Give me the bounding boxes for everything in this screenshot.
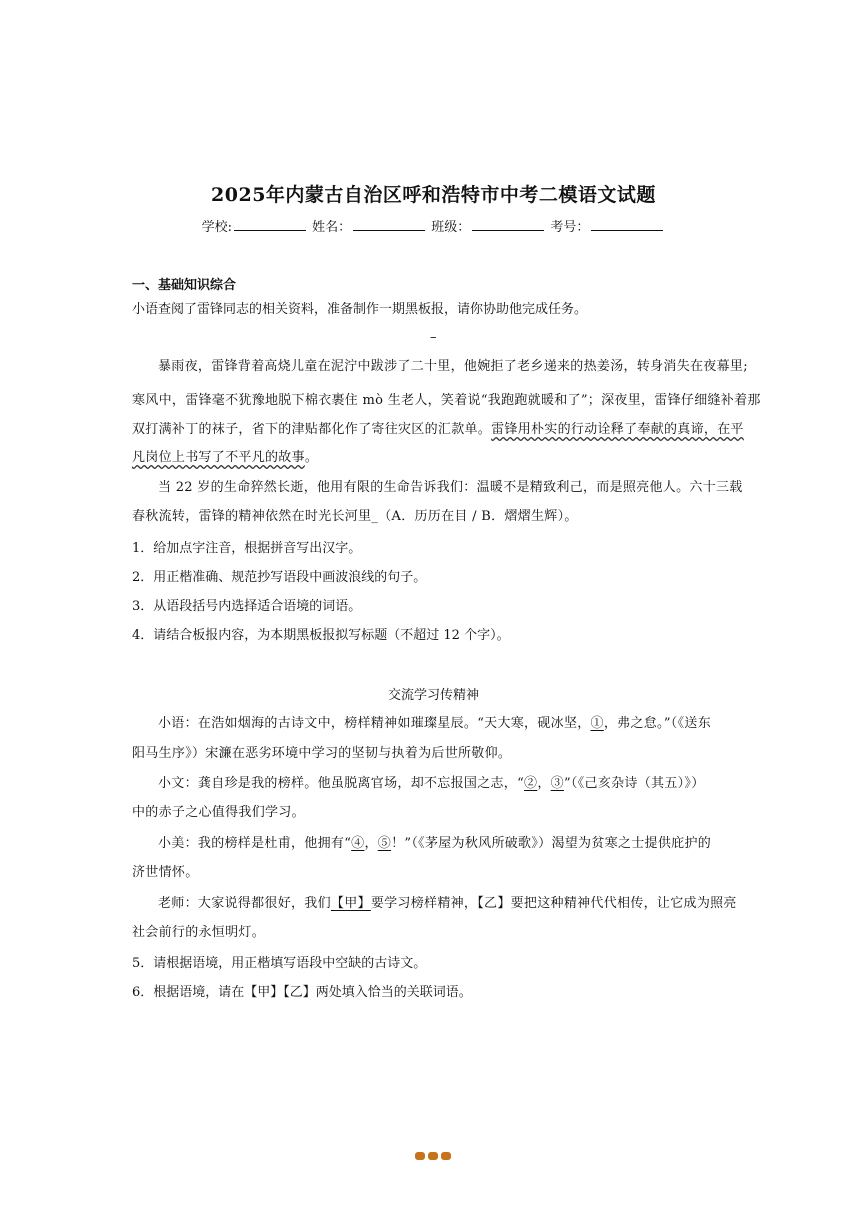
xiaoyu-line2: 阳马生序》）宋濂在恶劣环境中学习的坚韧与执着为后世所敬仰。	[132, 746, 512, 761]
question-2: 2．用正楷准确、规范抄写语段中画波浪线的句子。	[132, 570, 427, 585]
teacher-line1: 老师：大家说得都很好，我们【甲】要学习榜样精神，【乙】要把这种精神代代相传，让它成为照亮	[158, 896, 737, 911]
para1-line3-plain: 双打满补丁的袜子，省下的津贴都化作了寄往灾区的汇款单。	[132, 422, 492, 437]
blank-3[interactable]: ③	[550, 776, 564, 791]
school-label: 学校:	[201, 220, 232, 235]
class-blank[interactable]	[472, 218, 544, 231]
question-3: 3．从语段括号内选择适合语境的词语。	[132, 599, 362, 614]
para1-line2: 寒风中，雷锋毫不犹豫地脱下棉衣裹住 mò 生老人，笑着说“我跑跑就暖和了”；深夜里，雷锋仔细缝补着那	[132, 393, 761, 408]
name-label: 姓名：	[312, 220, 352, 235]
xiaomei-line2: 济世情怀。	[132, 865, 199, 880]
section-intro: 小语查阅了雷锋同志的相关资料，准备制作一期黑板报，请你协助他完成任务。	[132, 302, 588, 317]
xiaoyu-line1: 小语：在浩如烟海的古诗文中，榜样精神如璀璨星辰。“天大寒，砚冰坚，①，弗之怠。”（《送东	[158, 716, 712, 731]
question-1: 1．给加点字注音，根据拼音写出汉字。	[132, 541, 362, 556]
xiaowen-line2: 中的赤子之心值得我们学习。	[132, 805, 305, 820]
id-blank[interactable]	[591, 218, 663, 231]
decorative-footer-mark-icon	[414, 1150, 454, 1162]
xiaowen-line1: 小文：龚自珍是我的榜样。他虽脱离官场，却不忘报国之志，“②，③”（《己亥杂诗（其五）》）	[158, 776, 705, 791]
class-label: 班级：	[431, 220, 471, 235]
question-6: 6．根据语境，请在【甲】【乙】两处填入恰当的关联词语。	[132, 985, 472, 1000]
xiaomei-line1: 小美：我的榜样是杜甫，他拥有“④，⑤！”（《茅屋为秋风所破歌》）渴望为贫寒之士提供庇护的	[158, 836, 712, 851]
dash-mark: –	[430, 330, 437, 345]
student-info-line	[0, 216, 867, 235]
para2-line2: 春秋流转，雷锋的精神依然在时光长河里_（A．历历在目 / B．熠熠生辉）。	[132, 509, 578, 524]
wavy-sentence-part2: 凡岗位上书写了不平凡的故事	[132, 450, 305, 465]
section2-subtitle: 交流学习传精神	[387, 688, 479, 703]
question-4: 4．请结合板报内容，为本期黑板报拟写标题（不超过 12 个字）。	[132, 628, 510, 643]
school-blank[interactable]	[234, 218, 306, 231]
para2-line1: 当 22 岁的生命猝然长逝，他用有限的生命告诉我们：温暖不是精致利己，而是照亮他人。六十三载	[158, 480, 743, 495]
para1-line3	[132, 418, 744, 437]
question-5: 5．请根据语境，用正楷填写语段中空缺的古诗文。	[132, 956, 427, 971]
para1-line1: 暴雨夜，雷锋背着高烧儿童在泥泞中跋涉了二十里，他婉拒了老乡递来的热姜汤，转身消失在夜幕里;	[158, 359, 748, 374]
blank-jia[interactable]: 【甲】	[330, 896, 371, 911]
id-label: 考号：	[550, 220, 590, 235]
blank-1[interactable]: ①	[590, 716, 604, 731]
wavy-sentence-part1: 雷锋用朴实的行动诠释了奉献的真谛，在平	[491, 422, 744, 437]
teacher-line2: 社会前行的永恒明灯。	[132, 925, 266, 940]
blank-2[interactable]: ②	[524, 776, 538, 791]
page-title: 2025年内蒙古自治区呼和浩特市中考二模语文试题	[211, 184, 656, 206]
para1-line4: 凡岗位上书写了不平凡的故事。	[132, 450, 319, 465]
section-heading: 一、基础知识综合	[132, 278, 237, 293]
name-blank[interactable]	[353, 218, 425, 231]
blank-4[interactable]: ④	[351, 836, 365, 851]
blank-5[interactable]: ⑤	[377, 836, 392, 851]
